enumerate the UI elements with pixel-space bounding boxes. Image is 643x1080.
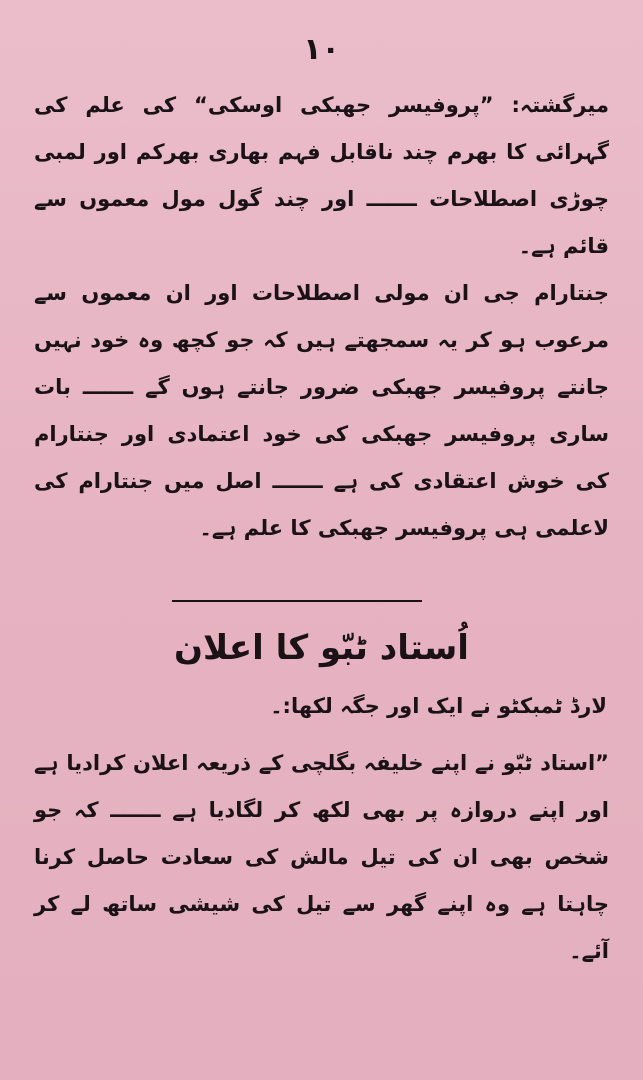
paragraph: ”استاد ٹبّو نے اپنے خلیفہ بگلچی کے ذریعہ اعلان کرادیا ہے اور اپنے دروازہ پر بھی لکھ کر لگادیا ہے ـــــــ کہ جو شخص بھی ان کی تیل مالش کی سعادت حاصل کرنا چاہتا ہے وہ اپنے گھر سے تیل کی شیشی ساتھ لے کر آئے۔ (34, 751, 609, 963)
bottom-text-block (34, 740, 609, 975)
page-number: ۱۰ (303, 32, 340, 67)
paragraph: میرگشتہ: ”پروفیسر جھبکی اوسکی“ کی علم کی گہرائی کا بھرم چند ناقابل فہم بھاری بھرکم اور لمبی چوڑی اصطلاحات ـــــــ اور چند گول مول معموں سے قائم ہے۔ (34, 93, 609, 258)
section-divider (172, 600, 422, 602)
paragraph: جنتارام جی ان مولی اصطلاحات اور ان معموں سے مرعوب ہو کر یہ سمجھتے ہیں کہ جو کچھ وہ خود نہیں جانتے پروفیسر جھبکی ضرور جانتے ہوں گے ـــــــ بات ساری پروفیسر جھبکی کی خود اعتمادی اور جنتارام کی خوش اعتقادی کی ہے ـــــــ اصل میں جنتارام کی لاعلمی ہی پروفیسر جھبکی کا علم ہے۔ (34, 281, 609, 540)
section-heading: اُستاد ٹبّو کا اعلان (174, 628, 469, 668)
intro-line: لارڈ ٹمبکٹو نے ایک اور جگہ لکھا:۔ (270, 694, 607, 718)
top-text-block (34, 82, 609, 552)
